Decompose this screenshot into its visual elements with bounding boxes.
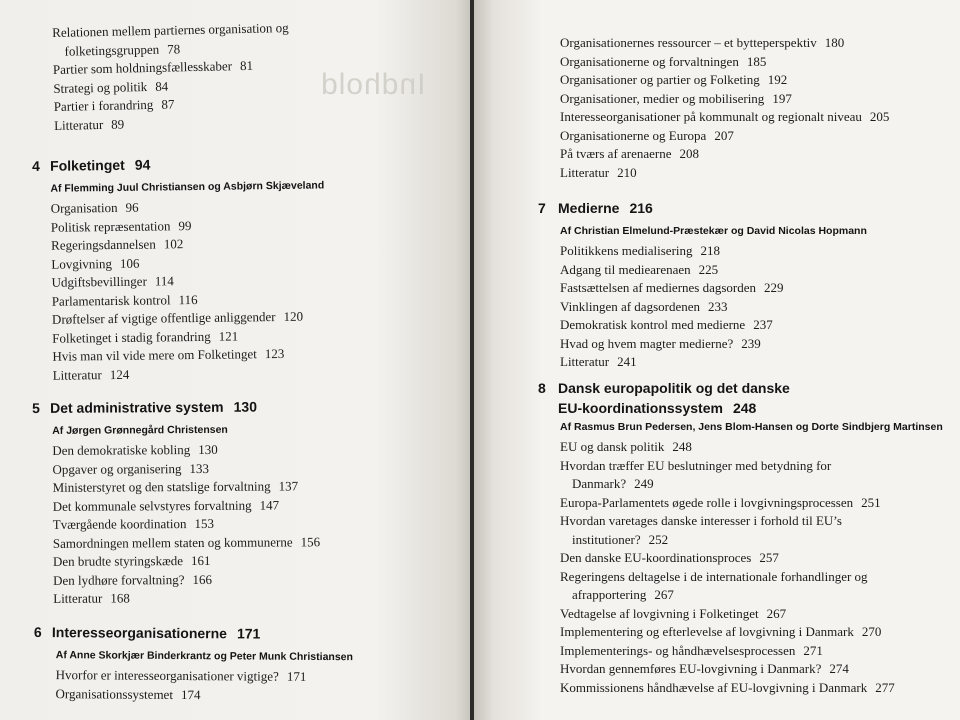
toc-entry: Opgaver og organisering 133: [52, 460, 209, 477]
toc-entry: Europa-Parlamentets øgede rolle i lovgivningsprocessen 251: [560, 494, 881, 510]
toc-entry: Det kommunale selvstyres forvaltning 147: [52, 496, 280, 514]
toc-entry: Adgang til mediearenaen 225: [560, 261, 719, 277]
toc-entry: Relationen mellem partiernes organisation og folketingsgruppen 78: [52, 20, 289, 59]
toc-entry: Den danske EU-koordinationsproces 257: [560, 550, 779, 565]
chapter-heading: [32, 395, 470, 422]
chapter-authors: Af Rasmus Brun Pedersen, Jens Blom-Hansen og Dorte Sindbjerg Martinsen: [560, 421, 943, 433]
toc-entry: Hvordan gennemføres EU-lovgivning i Danmark? 274: [560, 661, 849, 676]
chapter-authors: Af Jørgen Grønnegård Christensen: [52, 423, 228, 437]
chapter-heading: [538, 378, 960, 418]
toc-entry: Tværgående koordination 153: [52, 515, 215, 532]
toc-entry: Organisation 96: [50, 199, 139, 216]
toc-entry: Demokratisk kontrol med medierne 237: [560, 317, 773, 332]
toc-entry: Parlamentarisk kontrol 116: [51, 291, 198, 309]
toc-entry: Den demokratiske kobling 130: [52, 441, 218, 458]
toc-entry: Litteratur 124: [52, 366, 130, 383]
toc-entry: Interesseorganisationer på kommunalt og regionalt niveau 205: [560, 109, 890, 124]
chapter-number: 5: [32, 399, 40, 416]
chapter-heading: [34, 622, 470, 649]
toc-entry: Drøftelser af vigtige offentlige anliggender 120: [51, 308, 304, 327]
toc-entry: Organisationernes ressourcer – et bytteperspektiv 180: [560, 35, 845, 50]
toc-entry: Strategi og politik 84: [53, 78, 169, 96]
toc-entry: Regeringsdannelsen 102: [51, 236, 184, 253]
toc-entry: Hvorfor er interesseorganisationer vigtige? 171: [55, 667, 307, 684]
left-continuation: [52, 15, 470, 135]
toc-entry: Kommissionens håndhævelse af EU-lovgivning i Danmark 277: [560, 679, 895, 695]
toc-entry: Den lydhøre forvaltning? 166: [53, 571, 213, 588]
toc-entry: Ministerstyret og den statslige forvaltning 137: [52, 478, 299, 495]
toc-entry: Partier som holdningsfællesskaber 81: [52, 57, 254, 77]
toc-entry: Folketinget i stadig forandring 121: [52, 327, 239, 346]
chapter-title: Dansk europapolitik og det danske EU-koordinationssystem 248: [558, 380, 790, 416]
toc-entry: På tværs af arenaerne 208: [560, 146, 700, 161]
chapter-title: Det administrative system 130: [50, 398, 257, 416]
chapter-number: 7: [538, 200, 546, 216]
toc-entry: Organisationssystemet 174: [55, 685, 201, 702]
toc-entry: Vedtagelse af lovgivning i Folketinget 267: [560, 605, 787, 621]
chapter-title: Folketinget 94: [50, 156, 151, 174]
chapter-number: 4: [32, 157, 41, 174]
chapter-title: Interesseorganisationerne 171: [51, 624, 261, 642]
chapter-authors: Af Flemming Juul Christiansen og Asbjørn Skjæveland: [50, 179, 325, 195]
left-page: [0, 0, 470, 720]
toc-entry: Hvordan varetages danske interesser i forhold til EU’s institutioner? 252: [560, 513, 842, 547]
chapter-8: [538, 378, 960, 697]
toc-entry: Hvordan træffer EU beslutninger med betydning for Danmark? 249: [560, 457, 832, 491]
toc-entry: Organisationerne og Europa 207: [560, 127, 734, 143]
chapter-number: 8: [538, 380, 546, 396]
toc-entry: Den brudte styringskæde 161: [52, 552, 211, 569]
toc-entry: Samordningen mellem staten og kommunerne 156: [52, 533, 321, 551]
chapter-6: [33, 622, 470, 706]
toc-entry: EU og dansk politik 248: [560, 439, 692, 454]
right-page: [474, 0, 960, 720]
toc-entry: Implementerings- og håndhævelsesprocessen 271: [560, 642, 823, 658]
chapter-heading: [538, 198, 960, 222]
toc-entry: Vinklingen af dagsordenen 233: [560, 298, 728, 314]
chapter-5: [32, 395, 470, 608]
toc-entry: Organisationer og partier og Folketing 192: [560, 72, 788, 87]
chapter-4: [32, 151, 470, 385]
toc-entry: Politikkens medialisering 218: [560, 243, 721, 258]
chapter-authors: Af Anne Skorkjær Binderkrantz og Peter Munk Christiansen: [55, 649, 353, 664]
chapter-title: Medierne 216: [558, 200, 653, 216]
toc-entry: Partier i forandring 87: [53, 96, 175, 114]
toc-entry: Fastsættelsen af mediernes dagsorden 229: [560, 280, 784, 295]
toc-entry: Hvis man vil vide mere om Folketinget 123: [52, 345, 285, 364]
toc-entry: Implementering og efterlevelse af lovgivning i Danmark 270: [560, 624, 882, 639]
toc-entry: Litteratur 210: [560, 164, 637, 180]
chapter-number: 6: [33, 623, 42, 641]
chapter-7: [538, 198, 960, 372]
right-continuation: [560, 34, 960, 182]
toc-entry: Hvad og hvem magter medierne? 239: [560, 335, 761, 351]
toc-entry: Organisationer, medier og mobilisering 197: [560, 90, 792, 106]
show-through-title: Indhold: [320, 68, 426, 101]
toc-entry: Lovgivning 106: [51, 255, 140, 272]
chapter-authors: Af Christian Elmelund-Præstekær og David Nicolas Hopmann: [560, 225, 867, 237]
toc-entry: Politisk repræsentation 99: [50, 217, 192, 235]
toc-entry: Litteratur 168: [53, 590, 130, 606]
toc-entry: Litteratur 89: [53, 116, 125, 133]
toc-entry: Organisationerne og forvaltningen 185: [560, 53, 767, 69]
toc-entry: Udgiftsbevillinger 114: [51, 273, 174, 290]
toc-entry: Litteratur 241: [560, 354, 637, 369]
toc-entry: Regeringens deltagelse i de internationale forhandlinger og afrapportering 267: [560, 568, 868, 602]
